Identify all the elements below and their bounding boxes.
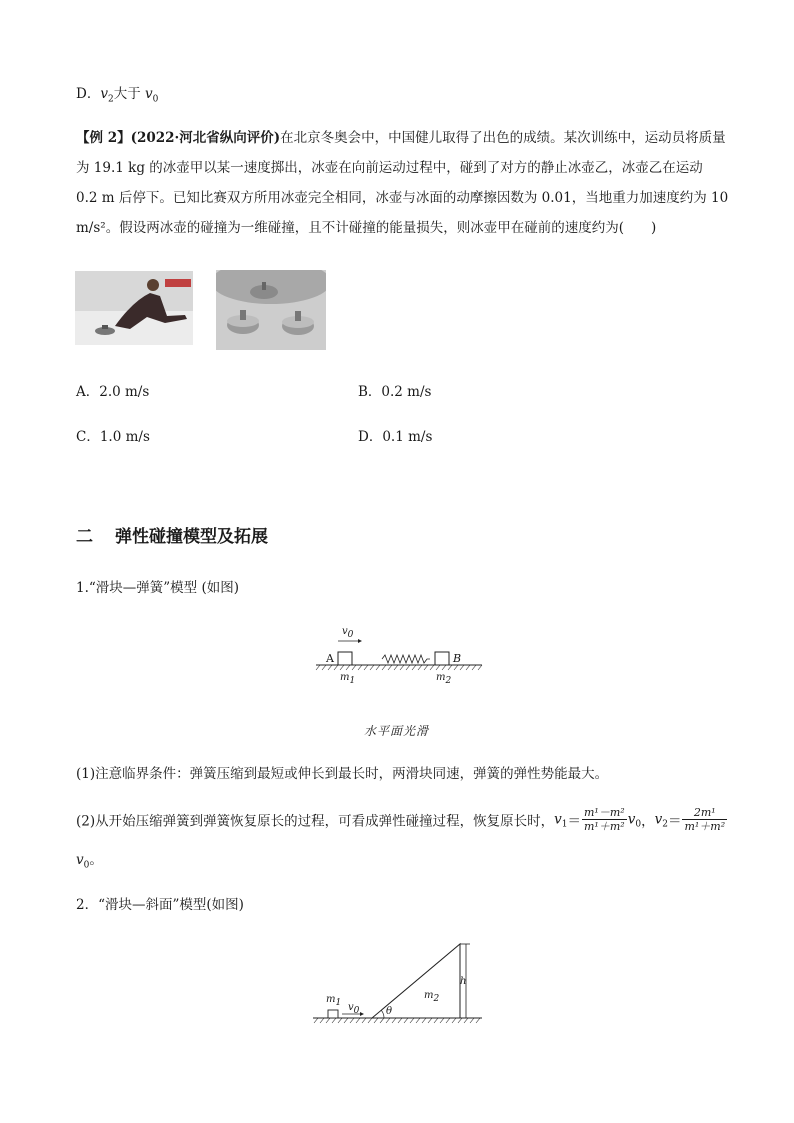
model-2-title: 2．“滑块—斜面”模型(如图) bbox=[76, 897, 244, 913]
height-h-label: h bbox=[460, 976, 467, 987]
m1-label: $m_1$ bbox=[340, 672, 356, 686]
curling-athlete-photo bbox=[75, 271, 193, 345]
slider-incline-diagram bbox=[310, 938, 486, 1030]
option-d-previous: D．$v_2$大于 $v_0$ bbox=[76, 86, 159, 105]
v2-fraction: $\frac{\text{2m¹}}{\text{m¹＋m²}}$ bbox=[684, 806, 726, 833]
option-b[interactable]: B．0.2 m/s bbox=[358, 384, 432, 400]
theta-label: θ bbox=[386, 1006, 393, 1017]
model-1-point-2-tail: $v_0$。 bbox=[76, 852, 103, 871]
example-tag: 【例 2】 bbox=[76, 130, 131, 146]
example-2-question: 【例 2】(2022·河北省纵向评价)在北京冬奥会中，中国健儿取得了出色的成绩。某次训练中，运动员将质量 为 19.1 kg 的冰壶甲以某一速度掷出，冰壶在向前运动过程中，碰到了对方的静止冰壶乙，冰壶乙在运动 0.2 m 后停下。已知比赛双方所用冰壶完全相同，冰壶与冰面的动摩擦因数为 0.01，当地重力加速度约为 10 m/s²。假设两冰壶的碰撞为一维碰撞，且不计碰撞的能量损失，则冰壶甲在碰前的速度约为( ) bbox=[76, 130, 729, 236]
v0-label: $v_0$ bbox=[342, 626, 354, 640]
model-1-title: 1.“滑块—弹簧”模型 (如图) bbox=[76, 580, 240, 596]
model-1-point-1: (1)注意临界条件：弹簧压缩到最短或伸长到最长时，两滑块同速，弹簧的弹性势能最大。 bbox=[76, 766, 609, 782]
option-d[interactable]: D．0.1 m/s bbox=[358, 429, 433, 445]
incline-m2-label: $m_2$ bbox=[424, 990, 440, 1004]
example-source: (2022·河北省纵向评价) bbox=[130, 130, 281, 146]
block-b-label: B bbox=[453, 652, 462, 665]
incline-m1-label: $m_1$ bbox=[326, 994, 342, 1008]
section-heading: 二 弹性碰撞模型及拓展 bbox=[76, 527, 268, 547]
curling-stones-photo bbox=[216, 270, 326, 350]
block-a-label: A bbox=[326, 652, 334, 665]
option-c[interactable]: C．1.0 m/s bbox=[76, 429, 150, 445]
m2-label: $m_2$ bbox=[436, 672, 452, 686]
v1-fraction: $\frac{\text{m¹－m²}}{\text{m¹＋m²}}$ bbox=[584, 806, 625, 833]
incline-v0-label: $v_0$ bbox=[348, 1002, 360, 1016]
spring-block-diagram bbox=[312, 624, 484, 690]
option-a[interactable]: A．2.0 m/s bbox=[76, 384, 150, 400]
diagram-caption: 水平面光滑 bbox=[364, 724, 430, 738]
model-1-point-2: (2)从开始压缩弹簧到弹簧恢复原长的过程，可看成弹性碰撞过程，恢复原长时，$v_1=$ $\frac{\text{m¹－m²}}{\text{m¹＋m²}}$ $v_0$，$v_2=$ $\frac{\text{2m¹}}{\text{m¹＋m²}}$ bbox=[76, 806, 726, 833]
